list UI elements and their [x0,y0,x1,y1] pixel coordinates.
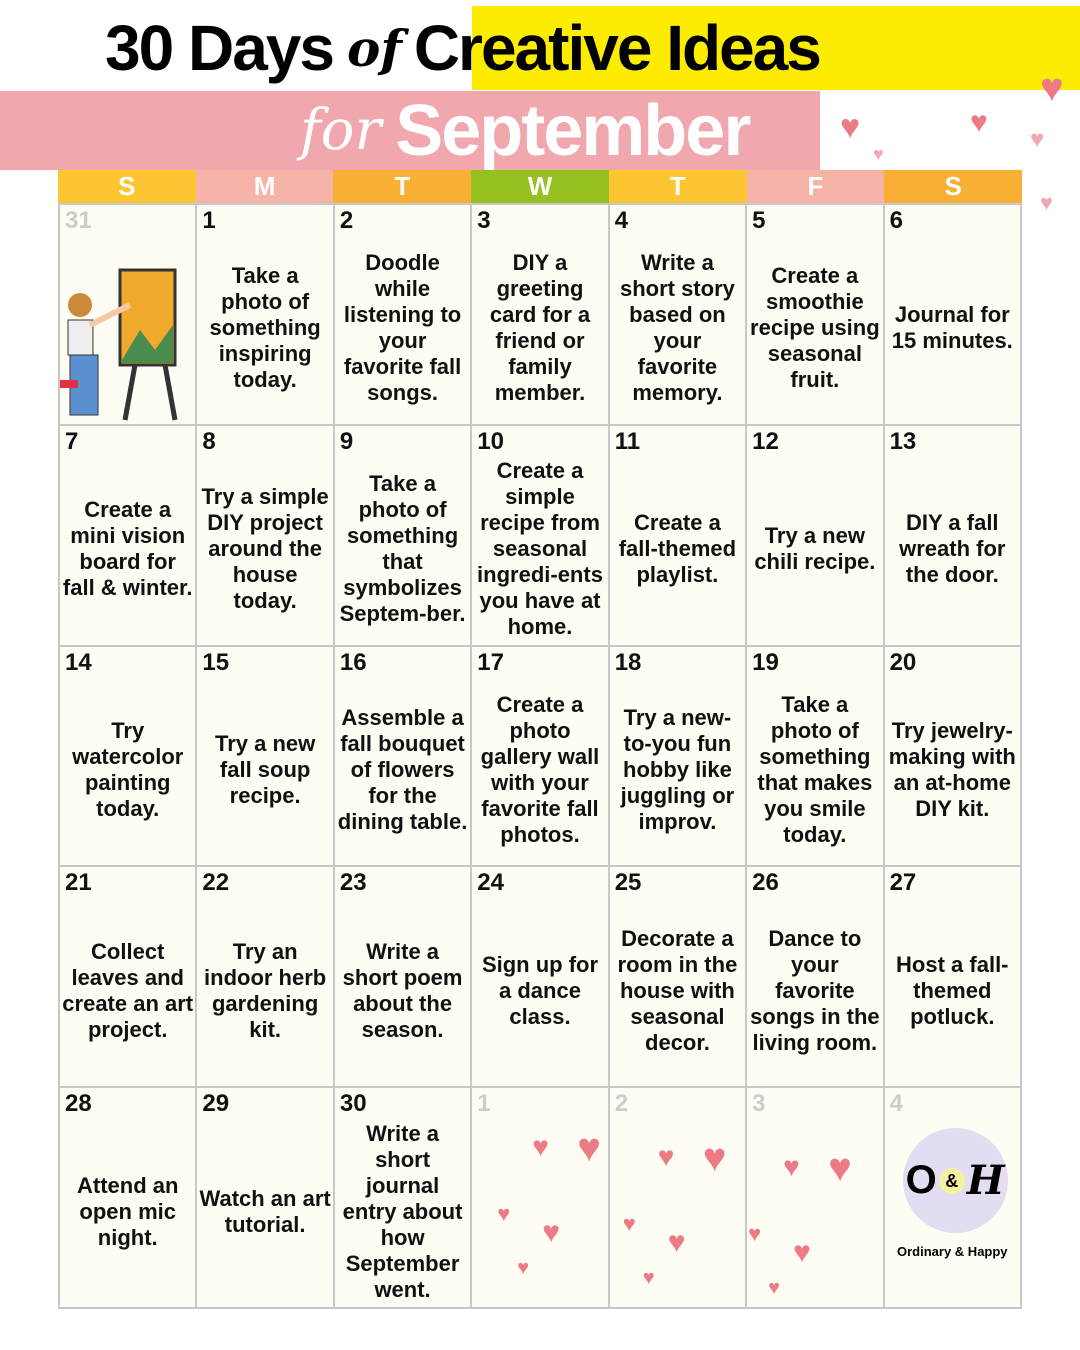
day-number: 18 [614,648,642,676]
day-idea: Collect leaves and create an art project. [62,938,194,1042]
day-idea-box [472,897,607,1084]
heart-icon: ♥ [783,1151,800,1183]
day-idea: Write a short story based on your favorite memory. [619,250,735,406]
day-idea-box [885,897,1020,1084]
day-number: 25 [614,869,642,897]
day-idea: Attend an open mic night. [76,1172,179,1250]
day-number: 5 [752,207,766,234]
day-idea-box [610,235,745,422]
day-number: 24 [477,869,504,897]
heart-icon: ♥ [840,108,861,146]
heart-icon: ♥ [642,1267,655,1290]
calendar-day [335,647,472,868]
day-idea-box [747,677,882,864]
heart-icon: ♥ [657,1141,675,1173]
day-number: 4 [889,1090,903,1118]
calendar-day [60,205,197,426]
calendar-day [335,867,472,1088]
day-idea: Take a photo of something that makes you smile today. [757,691,873,847]
day-idea: Doodle while listening to your favorite fall songs. [343,250,462,406]
day-number: 7 [65,427,79,455]
day-idea-box [197,897,332,1084]
calendar-day [885,205,1022,426]
day-idea-box [472,235,607,422]
day-number: 1 [202,207,216,234]
subtitle-month: September [395,90,750,171]
calendar-day [472,647,609,868]
day-idea-box [60,897,195,1084]
day-idea-box [197,235,332,422]
day-number: 27 [889,869,917,897]
day-idea: Try jewelry-making with an at-home DIY kit. [888,717,1016,821]
day-idea-box [197,1118,332,1305]
calendar-day [747,426,884,647]
weekday-label: F [747,170,885,203]
day-idea: Dance to your favorite songs in the living room. [750,925,880,1055]
calendar-day [197,1088,334,1309]
day-idea-box [610,677,745,864]
day-idea: Watch an art tutorial. [199,1185,331,1237]
calendar-day [747,867,884,1088]
day-idea: Try watercolor painting today. [72,717,184,821]
day-number: 28 [65,1090,92,1118]
day-idea: Assemble a fall bouquet of flowers for the dining table. [337,704,468,834]
heart-icon: ♥ [577,1126,602,1171]
day-number: 3 [752,1090,766,1118]
heart-icon: ♥ [970,106,988,139]
day-number: 26 [752,869,779,897]
day-idea-box [885,677,1020,864]
calendar-day [885,426,1022,647]
day-number: 2 [339,207,354,234]
calendar-day [60,426,197,647]
calendar-day [610,1088,747,1309]
heart-icon: ♥ [748,1221,762,1247]
day-idea: Host a fall-themed potluck. [896,951,1009,1029]
day-number: 15 [202,648,230,676]
weekday-label: T [609,170,747,203]
calendar-day [610,647,747,868]
subtitle [300,91,749,170]
brand-name: Ordinary & Happy [897,1244,1008,1260]
day-idea: Create a smoothie recipe using seasonal fruit. [750,263,880,393]
calendar-day [335,205,472,426]
day-idea-box [472,677,607,864]
subtitle-for: for [300,98,382,163]
day-idea-box [747,235,882,422]
day-number: 30 [339,1090,367,1118]
day-number: 3 [477,207,491,234]
calendar-day [472,426,609,647]
weekday-label: T [333,170,471,203]
calendar-day [197,867,334,1088]
day-idea: Journal for 15 minutes. [891,302,1013,354]
day-idea: Sign up for a dance class. [481,951,599,1029]
day-number: 12 [752,427,779,455]
day-number: 2 [614,1090,629,1118]
day-idea: Decorate a room in the house with seasonal decor. [617,925,738,1055]
calendar-day [610,205,747,426]
day-idea-box [197,456,332,643]
title-creative-ideas: Creative Ideas [413,12,820,84]
day-number: 1 [477,1090,491,1118]
calendar-day [885,867,1022,1088]
day-number: 31 [65,207,92,234]
heart-icon: ♥ [702,1136,727,1181]
heart-icon: ♥ [1040,190,1054,215]
calendar-day [747,1088,884,1309]
logo-mark: O & H [903,1128,1008,1233]
day-number: 6 [889,207,903,234]
calendar-day [60,1088,197,1309]
day-idea-box [610,456,745,643]
painter-illustration-icon [60,265,197,425]
day-number: 16 [339,648,367,676]
day-idea-box [197,677,332,864]
day-idea-box [335,677,470,864]
day-number: 14 [65,648,92,676]
day-idea: Write a short journal entry about how September went. [342,1120,463,1302]
day-idea-box [885,235,1020,422]
heart-icon: ♥ [793,1236,811,1270]
day-idea: Try a simple DIY project around the house today. [201,484,329,614]
heart-icon: ♥ [542,1216,561,1250]
day-idea: Take a photo of something inspiring today. [209,263,321,393]
calendar-day [335,1088,472,1309]
title-of: of [346,18,402,78]
calendar-day [610,867,747,1088]
title-30-days: 30 Days [105,12,333,84]
calendar-day [472,867,609,1088]
calendar-day [885,1088,1022,1309]
day-number: 9 [339,427,354,455]
weekday-label: M [196,170,334,203]
day-idea-box [335,456,470,643]
weekday-label: S [58,170,196,203]
day-idea-box [610,897,745,1084]
day-idea: DIY a greeting card for a friend or family member. [489,250,591,406]
day-idea: Create a mini vision board for fall & winter. [62,497,193,601]
day-number: 17 [477,648,504,676]
heart-icon: ♥ [1040,66,1064,110]
day-number: 11 [614,427,641,455]
heart-icon: ♥ [667,1226,686,1260]
weekday-label: S [884,170,1022,203]
heart-icon: ♥ [1030,126,1045,153]
calendar-day [472,1088,609,1309]
day-idea-box [747,897,882,1084]
day-idea: Try a new-to-you fun hobby like juggling or improv. [620,704,735,834]
calendar-day [747,205,884,426]
day-number: 19 [752,648,779,676]
day-idea-box [60,1118,195,1305]
calendar-day [60,867,197,1088]
day-number: 29 [202,1090,230,1118]
day-idea: Create a fall-themed playlist. [618,510,737,588]
heart-icon: ♥ [497,1201,511,1227]
day-idea: Try a new fall soup recipe. [214,730,316,808]
heart-icon: ♥ [768,1277,781,1300]
day-idea: Try a new chili recipe. [754,523,876,575]
day-idea: Create a simple recipe from seasonal ingredi-ents you have at home. [477,458,603,640]
calendar-day [885,647,1022,868]
day-number: 20 [889,648,917,676]
heart-icon: ♥ [828,1146,852,1191]
calendar-day [197,426,334,647]
calendar-day [60,647,197,868]
day-number: 13 [889,427,917,455]
calendar-day [197,647,334,868]
day-idea-box [335,1118,470,1305]
day-idea-box [885,456,1020,643]
heart-icon: ♥ [532,1131,549,1163]
calendar-grid [58,203,1022,1309]
day-idea: Try an indoor herb gardening kit. [204,938,327,1042]
day-idea-box [747,456,882,643]
day-number: 4 [614,207,629,234]
heart-icon: ♥ [622,1211,636,1237]
day-number: 22 [202,869,230,897]
weekday-label: W [471,170,609,203]
heart-icon: ♥ [873,144,884,164]
calendar-day [747,647,884,868]
heart-icon: ♥ [517,1257,530,1280]
day-idea-box [472,456,607,643]
day-number: 8 [202,427,216,455]
day-idea-box [335,897,470,1084]
day-idea-box [60,456,195,643]
day-idea: Create a photo gallery wall with your favorite fall photos. [480,691,600,847]
weekday-header [58,170,1022,203]
day-number: 10 [477,427,504,455]
day-idea: DIY a fall wreath for the door. [899,510,1006,588]
title [105,6,820,90]
calendar-day [197,205,334,426]
day-number: 21 [65,869,92,897]
calendar-day [472,205,609,426]
day-idea-box [60,677,195,864]
day-idea: Write a short poem about the season. [342,938,463,1042]
day-idea-box [335,235,470,422]
calendar-day [610,426,747,647]
calendar-day [335,426,472,647]
day-idea: Take a photo of something that symbolizes Septem-ber. [339,471,466,627]
day-number: 23 [339,869,367,897]
